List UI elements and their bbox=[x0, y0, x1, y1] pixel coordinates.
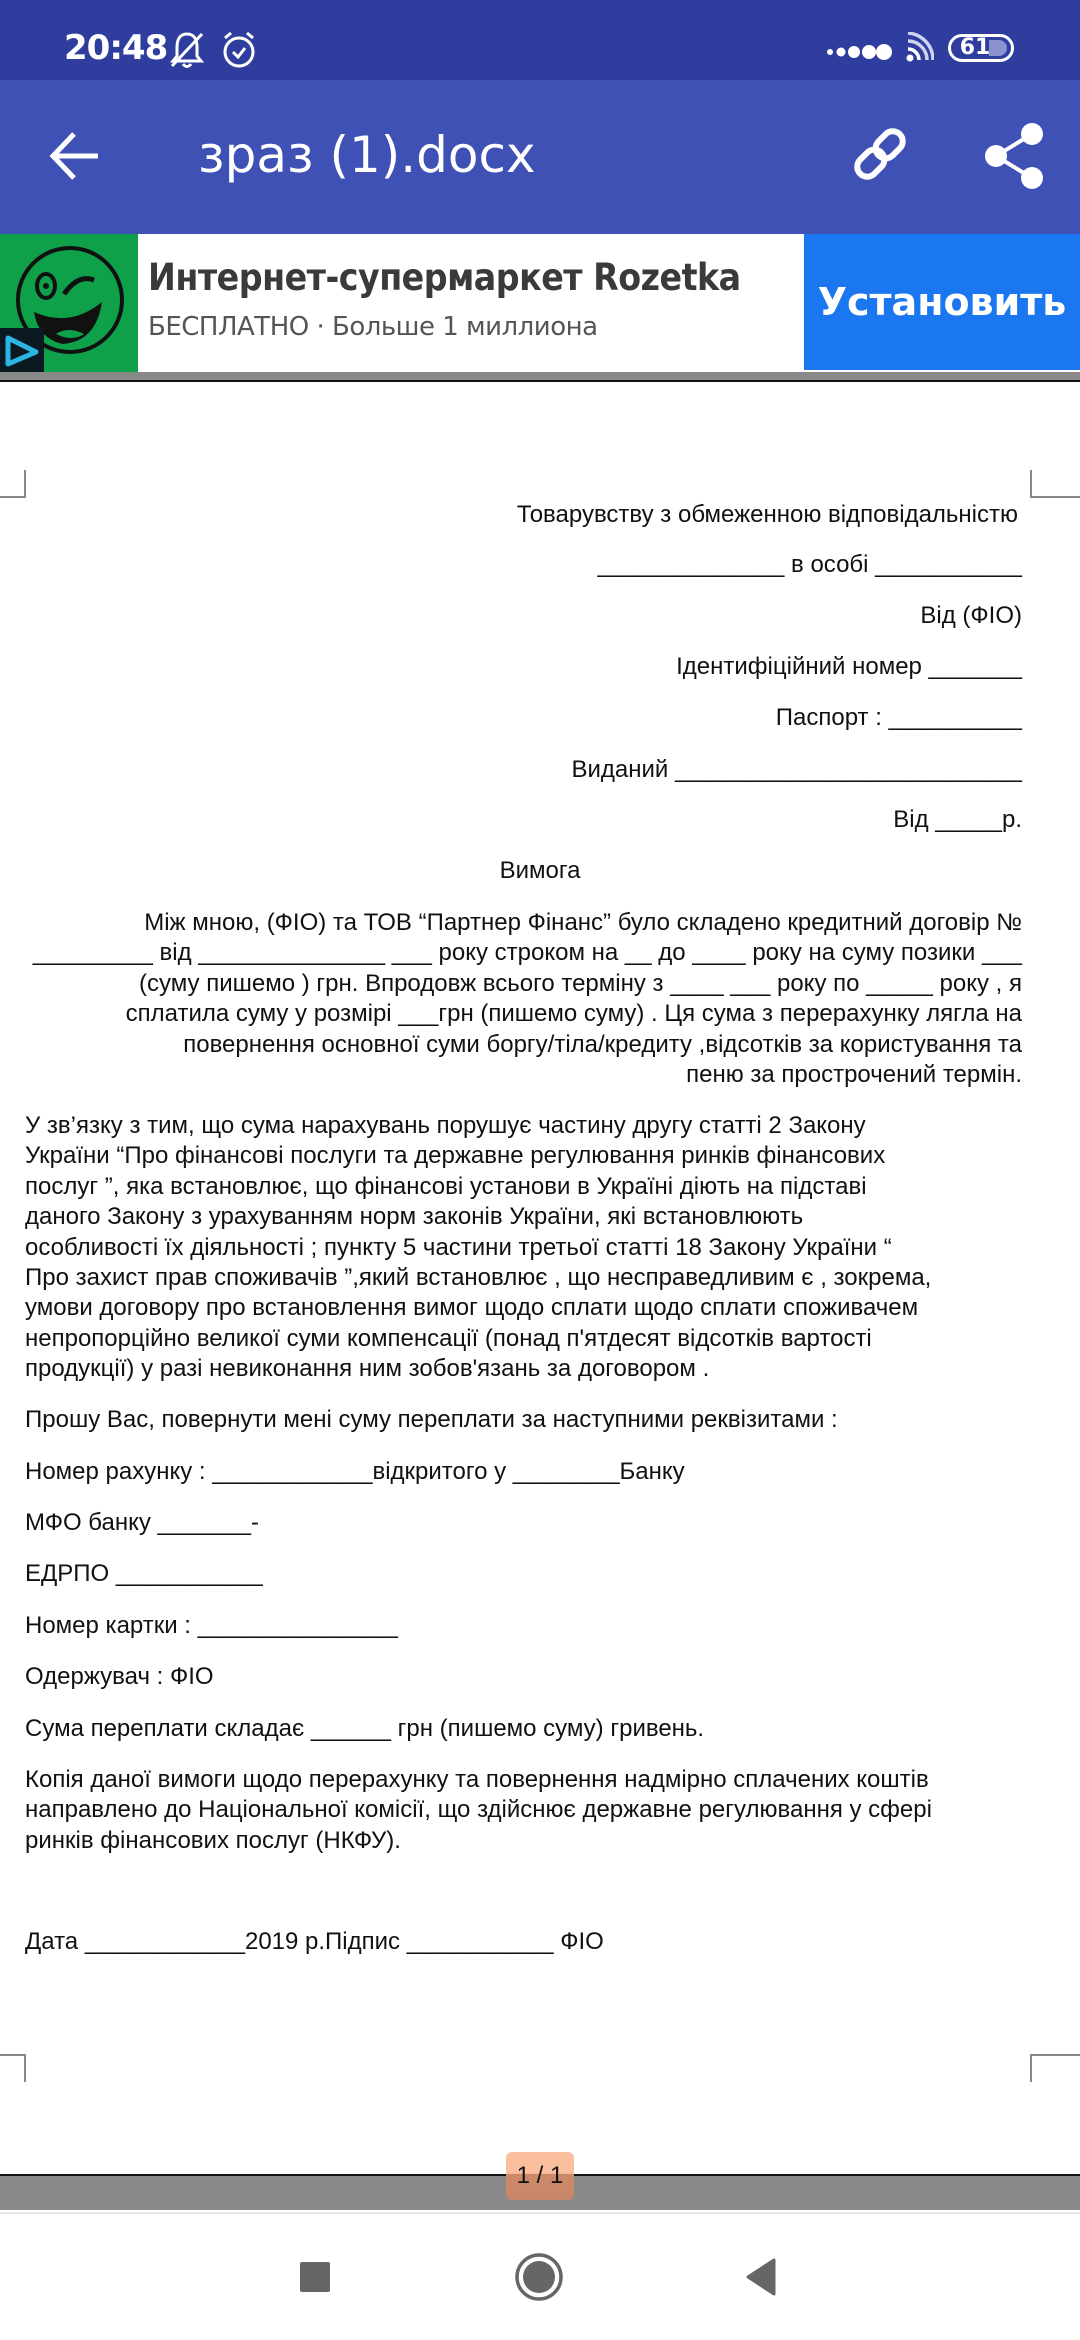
paragraph-line: Копія даної вимоги щодо перерахунку та повернення надмірно сплачених коштів bbox=[25, 1766, 929, 1793]
adchoices-icon[interactable] bbox=[0, 328, 44, 372]
ad-divider bbox=[0, 372, 1080, 380]
paragraph-line: направлено до Національної комісії, що здійснює державне регулювання у сфері bbox=[25, 1796, 932, 1824]
status-bar bbox=[0, 0, 1080, 80]
rozetka-logo-icon[interactable] bbox=[0, 234, 138, 372]
paragraph-line: України “Про фінансові послуги та державне регулювання ринків фінансових bbox=[25, 1142, 886, 1170]
share-icon[interactable] bbox=[978, 120, 1050, 192]
paragraph-line: продукції) у разі невиконання ним зобов'язань за договором . bbox=[25, 1355, 710, 1383]
document-heading: Вимога bbox=[499, 857, 581, 884]
signal-icon bbox=[826, 42, 892, 62]
issued-by-line: Виданий __________________________ bbox=[571, 756, 1022, 783]
paragraph-line: _________ від ______________ ___ року строком на __ до ____ року на суму позики ___ bbox=[32, 939, 1022, 967]
margin-mark-bottom-left bbox=[0, 2054, 26, 2082]
document-page[interactable] bbox=[0, 382, 1080, 2174]
back-arrow-icon[interactable] bbox=[46, 126, 106, 186]
paragraph-line: повернення основної суми боргу/тіла/кредиту ,відсотків за користування та bbox=[183, 1030, 1022, 1058]
paragraph-line: послуг ”, яка встановлює, що фінансові установи в Україні діють на підставі bbox=[25, 1172, 867, 1200]
paragraph-legal-basis bbox=[25, 1111, 931, 1385]
margin-mark-bottom-right bbox=[1030, 2054, 1080, 2082]
paragraph-line: особливості їх діяльності ; пункту 5 частини третьої статті 18 Закону України “ bbox=[25, 1233, 892, 1261]
paragraph-contract bbox=[33, 908, 1022, 1090]
back-triangle-icon[interactable] bbox=[738, 2252, 788, 2302]
wifi-icon bbox=[906, 32, 934, 62]
ad-banner[interactable] bbox=[0, 234, 1080, 372]
paragraph-line: У зв’язку з тим, що сума нарахувань порушує частину другу статті 2 Закону bbox=[25, 1112, 866, 1139]
overpayment-line: Сума переплати складає ______ грн (пишемо суму) гривень. bbox=[25, 1715, 705, 1742]
app-bar bbox=[0, 80, 1080, 234]
paragraph-line: сплатила суму у розмірі ___грн (пишемо суму) . Ця сума з перерахунку лягла на bbox=[125, 1000, 1022, 1028]
issued-date-line: Від _____р. bbox=[893, 806, 1022, 833]
recents-square-icon[interactable] bbox=[290, 2252, 340, 2302]
id-number-line: Ідентифіційний номер _______ bbox=[676, 653, 1022, 680]
passport-line: Паспорт : __________ bbox=[775, 704, 1022, 731]
mfo-line: МФО банку _______- bbox=[25, 1509, 259, 1536]
paragraph-line: Про захист прав споживачів ”,який встановлює , що несправедливим є , зокрема, bbox=[25, 1264, 932, 1292]
paragraph-line: умови договору про встановлення вимог щодо сплати щодо сплати споживачем bbox=[25, 1294, 919, 1322]
paragraph-line: пеню за прострочений термін. bbox=[686, 1061, 1022, 1089]
bell-off-icon bbox=[168, 30, 206, 70]
home-circle-icon[interactable] bbox=[514, 2252, 564, 2302]
recipient-line: Одержувач : ФІО bbox=[25, 1663, 214, 1690]
account-line: Номер рахунку : ____________відкритого у ________Банку bbox=[25, 1458, 685, 1485]
paragraph-line: ринків фінансових послуг (НКФУ). bbox=[25, 1826, 401, 1854]
from-name-line: Від (ФІО) bbox=[920, 602, 1022, 629]
status-time: 20:48 bbox=[64, 28, 168, 68]
link-icon[interactable] bbox=[848, 122, 912, 186]
representative-line: ______________ в особі ___________ bbox=[597, 551, 1022, 578]
signature-line: Дата ____________2019 р.Підпис ___________ ФІО bbox=[25, 1928, 604, 1955]
alarm-icon bbox=[220, 30, 258, 70]
addressee-line: Товарувству з обмеженною відповідальністю bbox=[516, 501, 1018, 528]
paragraph-line: (суму пишемо ) грн. Впродовж всього терміну з ____ ___ року по _____ року , я bbox=[139, 969, 1022, 997]
ad-subtitle: БЕСПЛАТНО · Больше 1 миллиона bbox=[148, 312, 598, 342]
battery-icon bbox=[948, 34, 1014, 62]
install-button[interactable]: Установить bbox=[804, 234, 1080, 370]
page-indicator: 1 / 1 bbox=[506, 2152, 574, 2200]
edrpo-line: ЕДРПО ___________ bbox=[25, 1560, 263, 1587]
paragraph-copy-note bbox=[25, 1765, 932, 1856]
card-number-line: Номер картки : _______________ bbox=[25, 1612, 398, 1639]
margin-mark-top-left bbox=[0, 470, 26, 498]
battery-level: 61 bbox=[959, 35, 991, 60]
navigation-bar bbox=[0, 2212, 1080, 2340]
request-line: Прошу Вас, повернути мені суму переплати за наступними реквізитами : bbox=[25, 1406, 838, 1433]
paragraph-line: непропорційно великої суми компенсації (понад п'ятдесят відсотків вартості bbox=[25, 1324, 872, 1352]
paragraph-line: Між мною, (ФІО) та ТОВ “Партнер Фінанс” було складено кредитний договір № bbox=[144, 909, 1022, 936]
paragraph-line: даного Закону з урахуванням норм законів України, які встановлюють bbox=[25, 1203, 804, 1231]
document-title: зраз (1).docx bbox=[198, 126, 536, 184]
ad-title[interactable]: Интернет-супермаркет Rozetka bbox=[148, 256, 741, 299]
margin-mark-top-right bbox=[1030, 470, 1080, 498]
